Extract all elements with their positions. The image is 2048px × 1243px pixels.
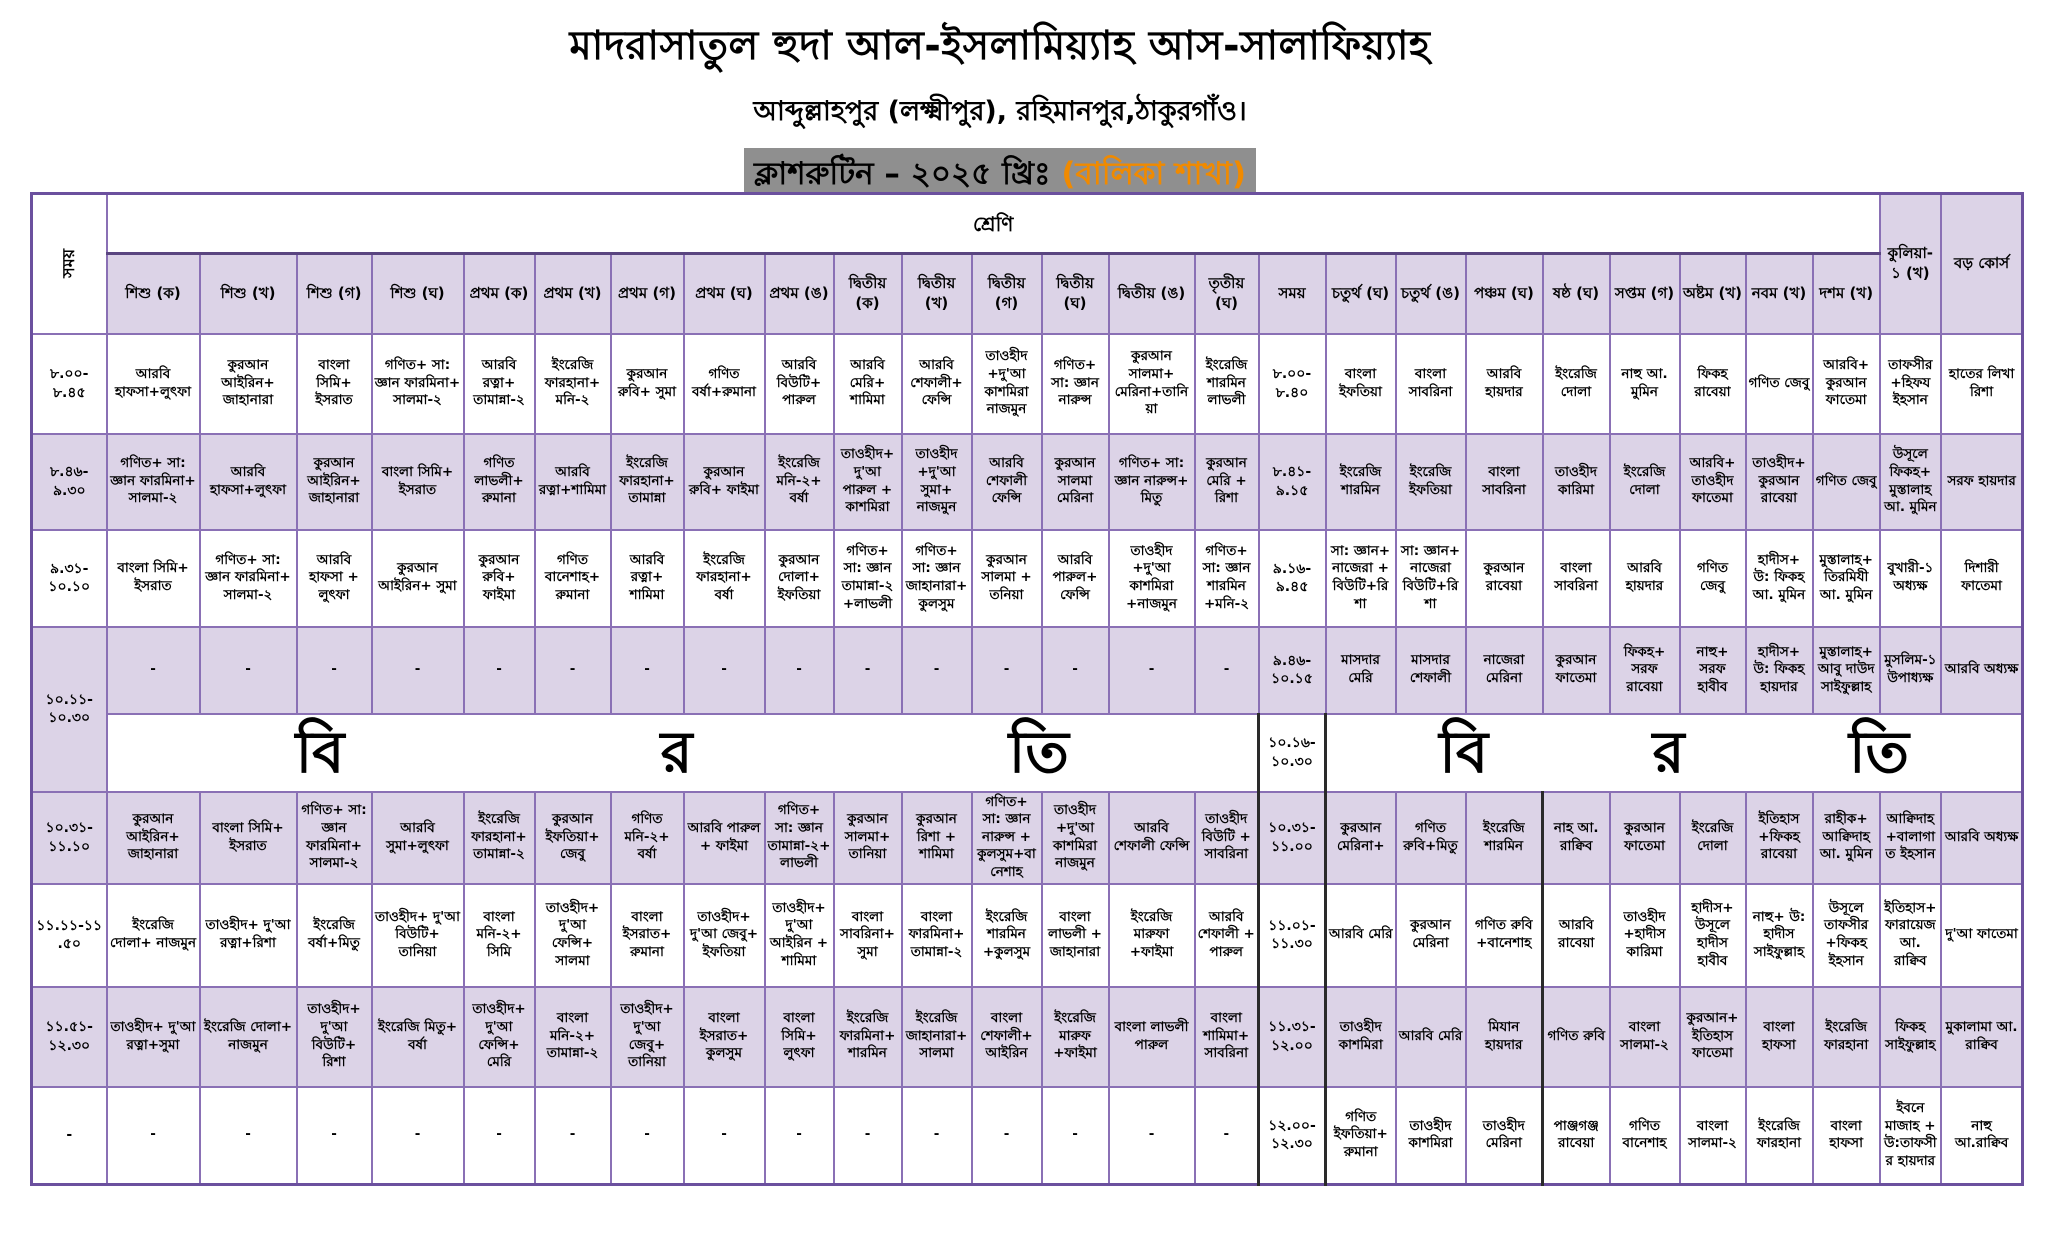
column-header-left-0: শিশু (ক) — [107, 254, 200, 334]
empty-cell: - — [464, 1087, 535, 1185]
subject-cell: কুরআন রুবি+ ফাইমা — [684, 434, 765, 530]
empty-cell: - — [684, 627, 765, 714]
column-header-right-2: পঞ্চম (ঘ) — [1466, 254, 1543, 334]
empty-cell: - — [902, 1087, 972, 1185]
subject-cell: ইংরেজি মিতু+ বর্ষা — [372, 987, 464, 1087]
subject-cell: কুরআন আইরিন+ জাহানারা — [107, 792, 200, 884]
subject-cell: নাহু+ সরফ হাবীব — [1680, 627, 1746, 714]
empty-cell: - — [765, 1087, 834, 1185]
subject-cell: আরবি শেফালী + পারুল — [1195, 884, 1259, 987]
column-header-boro-course: বড় কোর্স — [1941, 194, 2023, 334]
subject-cell: বাংলা ফারমিনা+ তামান্না-২ — [902, 884, 972, 987]
time-axis-corner — [32, 194, 107, 334]
left-time-cell: ১০.১১- ১০.৩০ — [32, 627, 107, 792]
mid-time-cell: ১২.০০- ১২.৩০ — [1259, 1087, 1326, 1185]
subject-cell: বাংলা হাফসা — [1746, 987, 1813, 1087]
subject-cell: মাসদার শেফালী — [1396, 627, 1466, 714]
subject-cell: ইংরেজি ইফতিয়া — [1396, 434, 1466, 530]
left-time-cell: ১১.৫১- ১২.৩০ — [32, 987, 107, 1087]
subject-cell: আরবি মেরি — [1326, 884, 1396, 987]
subject-cell: কুরআন ফাতেমা — [1543, 627, 1610, 714]
subject-cell: নাহু আ.রাক্বিব — [1941, 1087, 2023, 1185]
girls-branch-label: (বালিকা শাখা) — [1061, 156, 1247, 192]
subject-cell: গণিত রুবি — [1543, 987, 1610, 1087]
subject-cell: গণিত জেবু — [1680, 530, 1746, 627]
subject-cell: মুসলিম-১ উপাধ্যক্ষ — [1880, 627, 1941, 714]
subject-cell: কুরআন আইরিন+ সুমা — [372, 530, 464, 627]
subject-cell: কুরআন মেরি + রিশা — [1195, 434, 1259, 530]
subject-cell: তাওহীদ +দু'আ কাশমিরা +নাজমুন — [1109, 530, 1195, 627]
subject-cell: কুরআন সালমা + তনিয়া — [972, 530, 1042, 627]
subject-cell: তাওহীদ+ দু'আ বিউটি+ রিশা — [297, 987, 372, 1087]
title-block — [0, 14, 2000, 204]
empty-cell: - — [684, 1087, 765, 1185]
subject-cell: বাংলা সালমা-২ — [1610, 987, 1680, 1087]
subject-cell: বাংলা সালমা-২ — [1680, 1087, 1746, 1185]
subject-cell: তাওহীদ+ দু'আ জেবু+ ইফতিয়া — [684, 884, 765, 987]
empty-cell: - — [297, 627, 372, 714]
subject-cell: নাহু আ. মুমিন — [1610, 334, 1680, 434]
mid-time-cell: ৯.১৬- ৯.৪৫ — [1259, 530, 1326, 627]
subject-cell: বাংলা ইফতিয়া — [1326, 334, 1396, 434]
subject-cell: তাওহীদ+ দু'আ রত্না+সুমা — [107, 987, 200, 1087]
subject-cell: গণিত বর্ষা+রুমানা — [684, 334, 765, 434]
subject-cell: ইংরেজি শারমিন — [1466, 792, 1543, 884]
class-band-header: শ্রেণি — [107, 194, 1880, 254]
subject-cell: তাওহীদ+ দু'আ রত্না+রিশা — [200, 884, 297, 987]
subject-cell: ইংরেজি ফারমিনা+ শারমিন — [834, 987, 902, 1087]
subject-cell: কুরআন+ ইতিহাস ফাতেমা — [1680, 987, 1746, 1087]
routine-year-label: ক্লাশরুটিন – ২০২৫ খ্রিঃ — [753, 156, 1062, 192]
subject-cell: ইংরেজি ফারহানা — [1813, 987, 1880, 1087]
column-header-left-7: প্রথম (ঘ) — [684, 254, 765, 334]
subject-cell: আরবি পারুল + ফাইমা — [684, 792, 765, 884]
empty-cell: - — [1042, 1087, 1109, 1185]
empty-cell: - — [834, 627, 902, 714]
subject-cell: বাংলা মনি-২+ সিমি — [464, 884, 535, 987]
subject-cell: গণিত+ সা: জ্ঞান ফারমিনা+ সালমা-২ — [200, 530, 297, 627]
subject-cell: হাতের লিখা রিশা — [1941, 334, 2023, 434]
left-time-cell: ১০.৩১- ১১.১০ — [32, 792, 107, 884]
subject-cell: আক্বিদাহ +বালাগাত ইহসান — [1880, 792, 1941, 884]
subject-cell: বাংলা সাবরিনা+ সুমা — [834, 884, 902, 987]
subject-cell: তাওহীদ+ দু'আ জেবু+ তানিয়া — [611, 987, 684, 1087]
subject-cell: ইংরেজি শারমিন +কুলসুম — [972, 884, 1042, 987]
subject-cell: গণিত বানেশাহ+ রুমানা — [535, 530, 611, 627]
subject-cell: গণিত মনি-২+ বর্ষা — [611, 792, 684, 884]
subject-cell: কুরআন আইরিন+ জাহানারা — [200, 334, 297, 434]
empty-cell: - — [535, 627, 611, 714]
empty-cell: - — [1109, 627, 1195, 714]
column-header-left-5: প্রথম (খ) — [535, 254, 611, 334]
subject-cell: মুকালামা আ. রাক্বিব — [1941, 987, 2023, 1087]
mid-time-cell: ১১.৩১- ১২.০০ — [1259, 987, 1326, 1087]
empty-cell: - — [200, 627, 297, 714]
mid-time-cell: ১০.১৬- ১০.৩০ — [1259, 714, 1326, 792]
empty-cell: - — [107, 1087, 200, 1185]
subject-cell: মুস্তালাহ+ তিরমিযী আ. মুমিন — [1813, 530, 1880, 627]
subject-cell: নাহ আ. রাক্বিব — [1543, 792, 1610, 884]
subject-cell: তাওহীদ+ দু'আ ফেন্সি+ সালমা — [535, 884, 611, 987]
subject-cell: ইংরেজি দোলা — [1543, 334, 1610, 434]
subject-cell: আরবি সুমা+লুৎফা — [372, 792, 464, 884]
column-header-right-3: ষষ্ঠ (ঘ) — [1543, 254, 1610, 334]
subject-cell: গণিত+ সা: জ্ঞান ফারমিনা+ সালমা-২ — [107, 434, 200, 530]
subject-cell: গণিত লাভলী+ রুমানা — [464, 434, 535, 530]
subject-cell: ইংরেজি জাহানারা+ সালমা — [902, 987, 972, 1087]
subject-cell: সা: জ্ঞান+ নাজেরা বিউটি+রিশা — [1396, 530, 1466, 627]
subject-cell: হাদীস+ উ: ফিকহ আ. মুমিন — [1746, 530, 1813, 627]
subject-cell: ইংরেজি শারমিন লাভলী — [1195, 334, 1259, 434]
empty-cell: - — [1042, 627, 1109, 714]
subject-cell: কুরআন ফাতেমা — [1610, 792, 1680, 884]
subject-cell: কুরআন আইরিন+ জাহানারা — [297, 434, 372, 530]
subject-cell: আরবি বিউটি+ পারুল — [765, 334, 834, 434]
subject-cell: তাওহীদ+ কুরআন রাবেয়া — [1746, 434, 1813, 530]
subject-cell: আরবি হাফসা + লুৎফা — [297, 530, 372, 627]
subject-cell: গণিত+ সা: জ্ঞান নারুন্স+ মিতু — [1109, 434, 1195, 530]
subject-cell: নাহু+ উ: হাদীস সাইফুল্লাহ — [1746, 884, 1813, 987]
subject-cell: আরবি হায়দার — [1610, 530, 1680, 627]
subject-cell: ইংরেজি মনি-২+ বর্ষা — [765, 434, 834, 530]
subject-cell: মুস্তালাহ+ আবু দাউদ সাইফুল্লাহ — [1813, 627, 1880, 714]
subject-cell: আরবি রত্না+ তামান্না-২ — [464, 334, 535, 434]
subject-cell: কুরআন রুবি+ সুমা — [611, 334, 684, 434]
subject-cell: বাংলা সাবরিনা — [1396, 334, 1466, 434]
subject-cell: আরবি রত্না+শামিমা — [535, 434, 611, 530]
empty-cell: - — [765, 627, 834, 714]
subject-cell: ফিকহ রাবেয়া — [1680, 334, 1746, 434]
subject-cell: ইতিহাস +ফিকহ রাবেয়া — [1746, 792, 1813, 884]
subject-cell: আরবি হায়দার — [1466, 334, 1543, 434]
subject-cell: তাফসীর +হিফয ইহসান — [1880, 334, 1941, 434]
subject-cell: তাওহীদ+ দু'আ আইরিন + শামিমা — [765, 884, 834, 987]
empty-cell: - — [834, 1087, 902, 1185]
subject-cell: বাংলা সিমি+ ইসরাত — [200, 792, 297, 884]
subject-cell: গণিত+ সা: জ্ঞান জাহানারা+ কুলসুম — [902, 530, 972, 627]
mid-time-column-header: সময় — [1259, 254, 1326, 334]
subject-cell: তাওহীদ কাশমিরা — [1326, 987, 1396, 1087]
time-axis-label: সময় — [58, 249, 78, 279]
subject-cell: কুরআন দোলা+ ইফতিয়া — [765, 530, 834, 627]
subject-cell: তাওহীদ কাশমিরা — [1396, 1087, 1466, 1185]
subject-cell: পাঞ্জগঞ্জ রাবেয়া — [1543, 1087, 1610, 1185]
column-header-right-7: দশম (খ) — [1813, 254, 1880, 334]
subject-cell: সা: জ্ঞান+ নাজেরা + বিউটি+রিশা — [1326, 530, 1396, 627]
column-header-right-6: নবম (খ) — [1746, 254, 1813, 334]
empty-cell: - — [1195, 1087, 1259, 1185]
left-time-cell: ১১.১১-১১.৫০ — [32, 884, 107, 987]
column-header-left-6: প্রথম (গ) — [611, 254, 684, 334]
column-header-right-5: অষ্টম (খ) — [1680, 254, 1746, 334]
subject-cell: আরবি হাফসা+লুৎফা — [200, 434, 297, 530]
subject-cell: আরবি মেরি — [1396, 987, 1466, 1087]
subject-cell: গণিত+ সা: জ্ঞান তামান্না-২+ লাভলী — [765, 792, 834, 884]
subject-cell: উসূলে তাফসীর +ফিকহ ইহসান — [1813, 884, 1880, 987]
subject-cell: ফিকহ+ সরফ রাবেয়া — [1610, 627, 1680, 714]
subject-cell: আরবি+ কুরআন ফাতেমা — [1813, 334, 1880, 434]
subject-cell: গণিত রুবি +বানেশাহ — [1466, 884, 1543, 987]
subject-cell: কুরআন ইফতিয়া+ জেবু — [535, 792, 611, 884]
class-routine-table — [30, 192, 2024, 1186]
subject-cell: ইংরেজি বর্ষা+মিতু — [297, 884, 372, 987]
subject-cell: তাওহীদ মেরিনা — [1466, 1087, 1543, 1185]
subject-cell: আরবি রাবেয়া — [1543, 884, 1610, 987]
subject-cell: বাংলা সিমি+ লুৎফা — [765, 987, 834, 1087]
empty-cell: - — [107, 627, 200, 714]
subject-cell: আরবি রত্না+ শামিমা — [611, 530, 684, 627]
subject-cell: দু'আ ফাতেমা — [1941, 884, 2023, 987]
subject-cell: ইংরেজি দোলা — [1610, 434, 1680, 530]
subject-cell: গণিত রুবি+মিতু — [1396, 792, 1466, 884]
madrasa-name: মাদরাসাতুল হুদা আল-ইসলামিয়্যাহ আস-সালাফিয়্যাহ — [569, 23, 1431, 69]
column-header-right-4: সপ্তম (গ) — [1610, 254, 1680, 334]
subject-cell: কুরআন রাবেয়া — [1466, 530, 1543, 627]
subject-cell: গণিত+ সা: জ্ঞান ফারমিনা+ সালমা-২ — [372, 334, 464, 434]
subject-cell: ইংরেজি দোলা+ নাজমুন — [200, 987, 297, 1087]
subject-cell: আরবি শেফালী ফেন্সি — [972, 434, 1042, 530]
column-header-kulliyah: কুলিয়া-১ (খ) — [1880, 194, 1941, 334]
subject-cell: কুরআন সালমা+ মেরিনা+তানিয়া — [1109, 334, 1195, 434]
subject-cell: ইংরেজি ফারহানা+ তামান্না — [611, 434, 684, 530]
subject-cell: আরবি শেফালী ফেন্সি — [1109, 792, 1195, 884]
subject-cell: তাওহীদ বিউটি + সাবরিনা — [1195, 792, 1259, 884]
subject-cell: বাংলা হাফসা — [1813, 1087, 1880, 1185]
subject-cell: বাংলা লাভলী পারুল — [1109, 987, 1195, 1087]
subject-cell: তাওহীদ +হাদীস কারিমা — [1610, 884, 1680, 987]
subject-cell: হাদীস+ উসূলে হাদীস হাবীব — [1680, 884, 1746, 987]
empty-cell: - — [1195, 627, 1259, 714]
subject-cell: ফিকহ সাইফুল্লাহ — [1880, 987, 1941, 1087]
subject-cell: কুরআন সালমা+ তানিয়া — [834, 792, 902, 884]
subject-cell: ইংরেজি দোলা — [1680, 792, 1746, 884]
subject-cell: গণিত+ সা: জ্ঞান শারমিন +মনি-২ — [1195, 530, 1259, 627]
empty-cell: - — [372, 1087, 464, 1185]
subject-cell: গণিত+ সা: জ্ঞান নারুন্স + কুলসুম+বানেশাহ — [972, 792, 1042, 884]
subject-cell: কুরআন রুবি+ ফাইমা — [464, 530, 535, 627]
subject-cell: গণিত জেবু — [1813, 434, 1880, 530]
column-header-left-10: দ্বিতীয় (খ) — [902, 254, 972, 334]
subject-cell: বাংলা লাভলী + জাহানারা — [1042, 884, 1109, 987]
subject-cell: বুখারী-১ অধ্যক্ষ — [1880, 530, 1941, 627]
subject-cell: গণিত+ সা: জ্ঞান তামান্না-২ +লাভলী — [834, 530, 902, 627]
subject-cell: আরবি শেফালী+ ফেন্সি — [902, 334, 972, 434]
subject-cell: গণিত জেবু — [1746, 334, 1813, 434]
subject-cell: ইংরেজি দোলা+ নাজমুন — [107, 884, 200, 987]
left-time-cell: ৮.৪৬- ৯.৩০ — [32, 434, 107, 530]
subject-cell: মিযান হায়দার — [1466, 987, 1543, 1087]
empty-cell: - — [902, 627, 972, 714]
subject-cell: আরবি মেরি+ শামিমা — [834, 334, 902, 434]
left-time-cell: ৯.৩১- ১০.১০ — [32, 530, 107, 627]
subject-cell: বাংলা সাবরিনা — [1543, 530, 1610, 627]
subject-cell: মাসদার মেরি — [1326, 627, 1396, 714]
column-header-left-3: শিশু (ঘ) — [372, 254, 464, 334]
empty-cell: - — [1109, 1087, 1195, 1185]
subject-cell: বাংলা মনি-২+ তামান্না-২ — [535, 987, 611, 1087]
subject-cell: কুরআন মেরিনা — [1396, 884, 1466, 987]
empty-cell: - — [535, 1087, 611, 1185]
madrasa-address: আব্দুল্লাহপুর (লক্ষ্মীপুর), রহিমানপুর,ঠাকুরগাঁও। — [753, 96, 1247, 127]
subject-cell: তাওহীদ +দু'আ কাশমিরা নাজমুন — [972, 334, 1042, 434]
empty-cell: - — [297, 1087, 372, 1185]
subject-cell: রাহীক+ আক্বিদাহ আ. মুমিন — [1813, 792, 1880, 884]
mid-time-cell: ১০.৩১- ১১.০০ — [1259, 792, 1326, 884]
routine-table-container — [30, 192, 2024, 1186]
column-header-left-13: দ্বিতীয় (ঙ) — [1109, 254, 1195, 334]
subject-cell: বাংলা শামিমা+ সাবরিনা — [1195, 987, 1259, 1087]
subject-cell: দিশারী ফাতেমা — [1941, 530, 2023, 627]
empty-cell: - — [611, 1087, 684, 1185]
subject-cell: কুরআন রিশা + শামিমা — [902, 792, 972, 884]
subject-cell: তাওহীদ কারিমা — [1543, 434, 1610, 530]
subject-cell: ইতিহাস+ ফারায়েজ আ. রাক্বিব — [1880, 884, 1941, 987]
subject-cell: ইংরেজি ফারহানা+ মনি-২ — [535, 334, 611, 434]
subject-cell: কুরআন সালমা মেরিনা — [1042, 434, 1109, 530]
subject-cell: গণিত+ সা: জ্ঞান নারুন্স — [1042, 334, 1109, 434]
subject-cell: ইংরেজি ফারহানা+ তামান্না-২ — [464, 792, 535, 884]
column-header-left-8: প্রথম (ঙ) — [765, 254, 834, 334]
subject-cell: তাওহীদ +দু'আ সুমা+ নাজমুন — [902, 434, 972, 530]
empty-cell: - — [200, 1087, 297, 1185]
column-header-right-1: চতুর্থ (ঙ) — [1396, 254, 1466, 334]
mid-time-cell: ৯.৪৬- ১০.১৫ — [1259, 627, 1326, 714]
column-header-left-2: শিশু (গ) — [297, 254, 372, 334]
empty-cell: - — [464, 627, 535, 714]
subject-cell: তাওহীদ+ দু'আ ফেন্সি+ মেরি — [464, 987, 535, 1087]
subject-cell: বাংলা সিমি+ ইসরাত — [107, 530, 200, 627]
column-header-left-14: তৃতীয় (ঘ) — [1195, 254, 1259, 334]
subject-cell: বাংলা শেফালী+ আইরিন — [972, 987, 1042, 1087]
mid-time-cell: ৮.০০- ৮.৪০ — [1259, 334, 1326, 434]
subject-cell: বাংলা সিমি+ ইসরাত — [297, 334, 372, 434]
column-header-left-4: প্রথম (ক) — [464, 254, 535, 334]
subject-cell: ইংরেজি ফারহানা+ বর্ষা — [684, 530, 765, 627]
subject-cell: আরবি+ তাওহীদ ফাতেমা — [1680, 434, 1746, 530]
subject-cell: হাদীস+ উ: ফিকহ হায়দার — [1746, 627, 1813, 714]
column-header-left-12: দ্বিতীয় (ঘ) — [1042, 254, 1109, 334]
left-time-cell: ৮.০০- ৮.৪৫ — [32, 334, 107, 434]
subject-cell: বাংলা ইসরাত+ রুমানা — [611, 884, 684, 987]
subject-cell: গণিত ইফতিয়া+ রুমানা — [1326, 1087, 1396, 1185]
subject-cell: আরবি অধ্যক্ষ — [1941, 792, 2023, 884]
empty-cell: - — [372, 627, 464, 714]
subject-cell: বাংলা ইসরাত+ কুলসুম — [684, 987, 765, 1087]
break-band-right: বি র তি — [1326, 714, 2023, 792]
subject-cell: গণিত+ সা: জ্ঞান ফারমিনা+ সালমা-২ — [297, 792, 372, 884]
column-header-left-11: দ্বিতীয় (গ) — [972, 254, 1042, 334]
empty-cell: - — [972, 1087, 1042, 1185]
column-header-left-1: শিশু (খ) — [200, 254, 297, 334]
subject-cell: গণিত বানেশাহ — [1610, 1087, 1680, 1185]
break-band-left: বি র তি — [107, 714, 1259, 792]
subject-cell: কুরআন মেরিনা+ — [1326, 792, 1396, 884]
subject-cell: ইংরেজি মারুফ +ফাইমা — [1042, 987, 1109, 1087]
subject-cell: ইংরেজি ফারহানা — [1746, 1087, 1813, 1185]
subject-cell: তাওহীদ+ দু'আ পারুল + কাশমিরা — [834, 434, 902, 530]
empty-cell: - — [972, 627, 1042, 714]
left-time-cell: - — [32, 1087, 107, 1185]
subject-cell: আরবি হাফসা+লুৎফা — [107, 334, 200, 434]
subject-cell: তাওহীদ+ দু'আ বিউটি+ তানিয়া — [372, 884, 464, 987]
subject-cell: ইবনে মাজাহ + উ:তাফসীর হায়দার — [1880, 1087, 1941, 1185]
subject-cell: আরবি অধ্যক্ষ — [1941, 627, 2023, 714]
subject-cell: উসূলে ফিকহ+ মুস্তালাহ আ. মুমিন — [1880, 434, 1941, 530]
column-header-right-0: চতুর্থ (ঘ) — [1326, 254, 1396, 334]
subject-cell: ইংরেজি মারুফা +ফাইমা — [1109, 884, 1195, 987]
empty-cell: - — [611, 627, 684, 714]
subject-cell: তাওহীদ +দু'আ কাশমিরা নাজমুন — [1042, 792, 1109, 884]
column-header-left-9: দ্বিতীয় (ক) — [834, 254, 902, 334]
subject-cell: ইংরেজি শারমিন — [1326, 434, 1396, 530]
subject-cell: বাংলা সাবরিনা — [1466, 434, 1543, 530]
subject-cell: আরবি পারুল+ ফেন্সি — [1042, 530, 1109, 627]
subject-cell: নাজেরা মেরিনা — [1466, 627, 1543, 714]
subject-cell: সরফ হায়দার — [1941, 434, 2023, 530]
subject-cell: বাংলা সিমি+ ইসরাত — [372, 434, 464, 530]
mid-time-cell: ১১.০১- ১১.৩০ — [1259, 884, 1326, 987]
mid-time-cell: ৮.৪১- ৯.১৫ — [1259, 434, 1326, 530]
